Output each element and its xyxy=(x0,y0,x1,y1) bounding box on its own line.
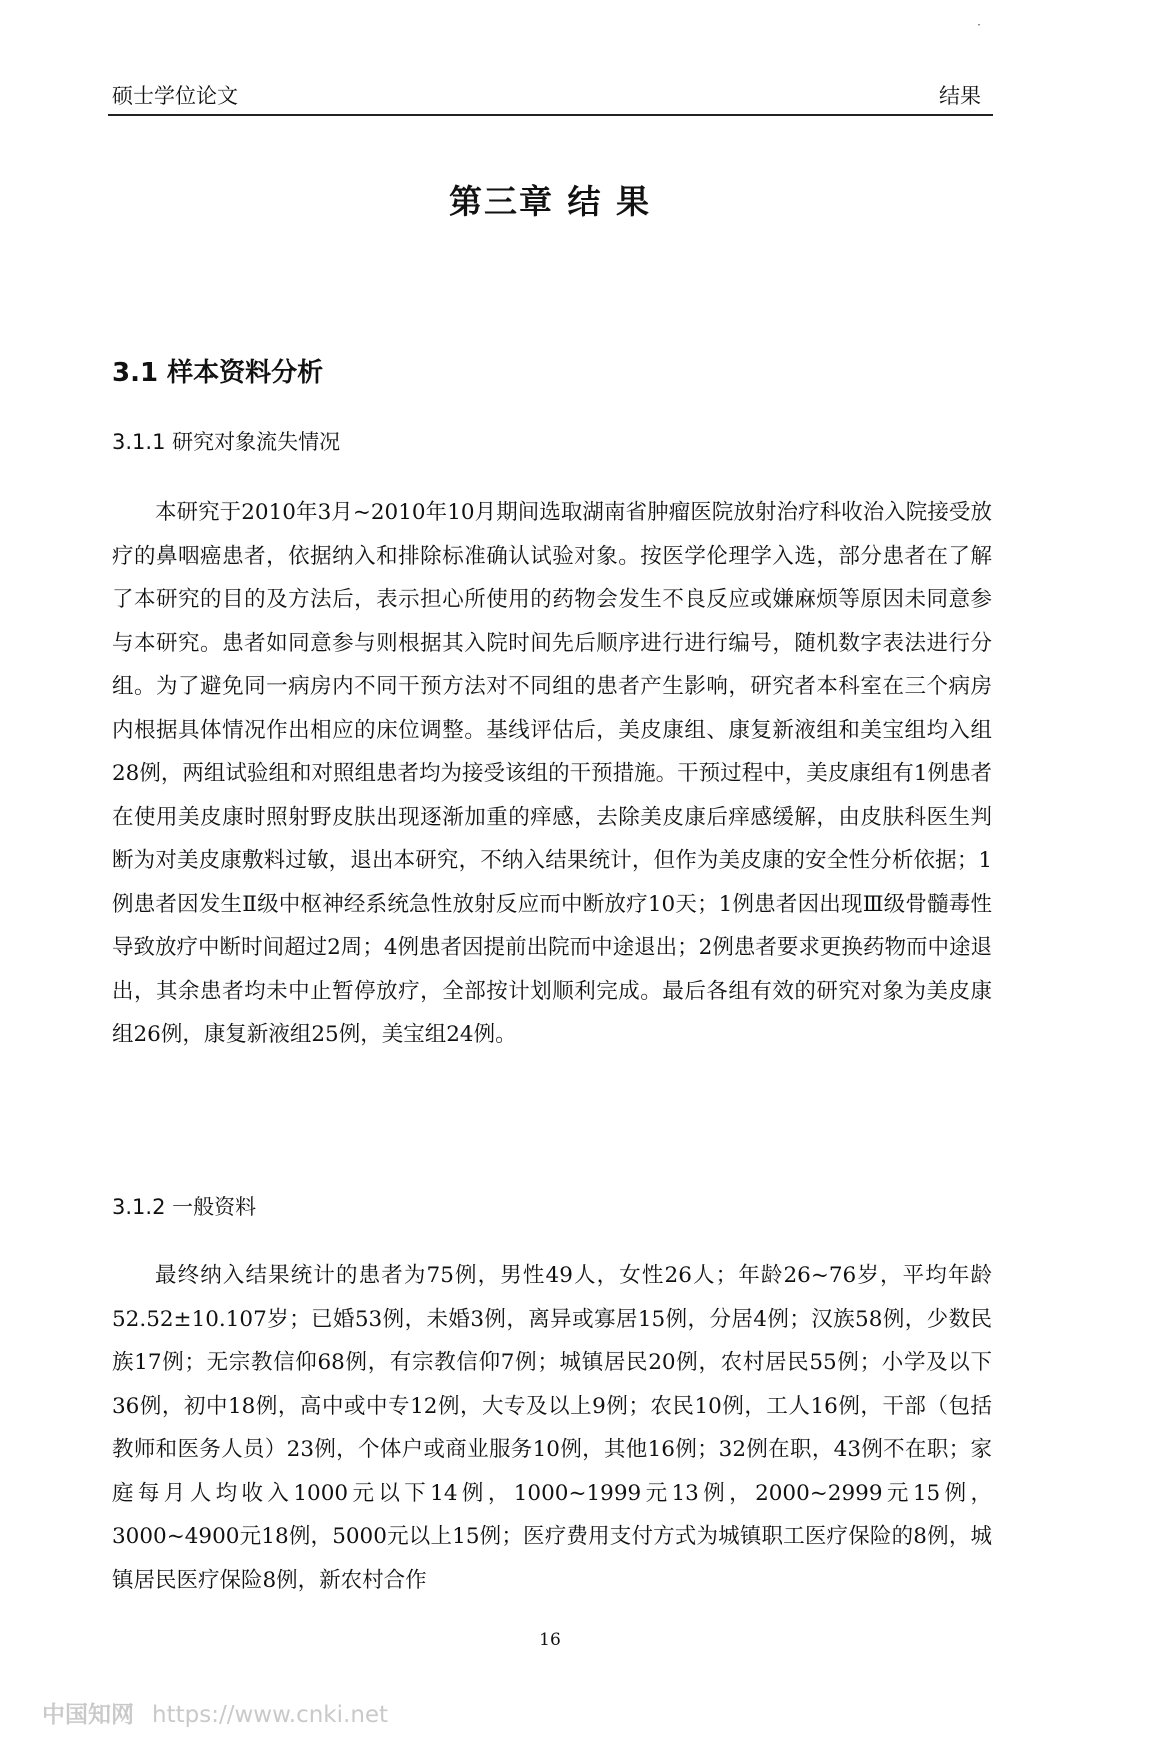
header-divider xyxy=(108,114,993,116)
corner-mark: · xyxy=(977,18,981,32)
page-number: 16 xyxy=(539,1630,561,1650)
chapter-title: 第三章 结 果 xyxy=(449,182,651,221)
body-paragraph-1: 本研究于2010年3月~2010年10月期间选取湖南省肿瘤医院放射治疗科收治入院接受放疗的鼻咽癌患者，依据纳入和排除标准确认试验对象。按医学伦理学入选，部分患者在了解了本研究的目的及方法后，表示担心所使用的药物会发生不良反应或嫌麻烦等原因未同意参与本研究。患者如同意参与则根据其入院时间先后顺序进行进行编号，随机数字表法进行分组。为了避免同一病房内不同干预方法对不同组的患者产生影响，研究者本科室在三个病房内根据具体情况作出相应的床位调整。基线评估后，美皮康组、康复新液组和美宝组均入组28例，两组试验组和对照组患者均为接受该组的干预措施。干预过程中，美皮康组有1例患者在使用美皮康时照射野皮肤出现逐渐加重的痒感，去除美皮康后痒感缓解，由皮肤科医生判断为对美皮康敷料过敏，退出本研究，不纳入结果统计，但作为美皮康的安全性分析依据；1例患者因发生Ⅱ级中枢神经系统急性放射反应而中断放疗10天；1例患者因出现Ⅲ级骨髓毒性导致放疗中断时间超过2周；4例患者因提前出院而中途退出；2例患者要求更换药物而中途退出，其余患者均未中止暂停放疗，全部按计划顺利完成。最后各组有效的研究对象为美皮康组26例，康复新液组25例，美宝组24例。 xyxy=(112,500,992,1047)
section-heading: 3.1 样本资料分析 xyxy=(112,358,324,388)
running-header-right: 结果 xyxy=(939,84,981,108)
body-paragraph-2: 最终纳入结果统计的患者为75例，男性49人，女性26人；年龄26~76岁，平均年龄52.52±10.107岁；已婚53例，未婚3例，离异或寡居15例，分居4例；汉族58例，少数民族17例；无宗教信仰68例，有宗教信仰7例；城镇居民20例，农村居民55例；小学及以下36例，初中18例，高中或中专12例，大专及以上9例；农民10例，工人16例，干部（包括教师和医务人员）23例，个体户或商业服务10例，其他16例；32例在职，43例不在职；家庭每月人均收入1000元以下14例，1000~1999元13例，2000~2999元15例，3000~4900元18例，5000元以上15例；医疗费用支付方式为城镇职工医疗保险的8例，城镇居民医疗保险8例，新农村合作 xyxy=(112,1263,992,1593)
watermark-url: https://www.cnki.net xyxy=(152,1702,389,1728)
subsection-heading-2: 3.1.2 一般资料 xyxy=(112,1195,257,1219)
subsection-heading-1: 3.1.1 研究对象流失情况 xyxy=(112,430,341,454)
watermark-brand: 中国知网 xyxy=(42,1702,134,1728)
cnki-watermark xyxy=(42,1696,388,1729)
running-header-left: 硕士学位论文 xyxy=(112,84,238,108)
